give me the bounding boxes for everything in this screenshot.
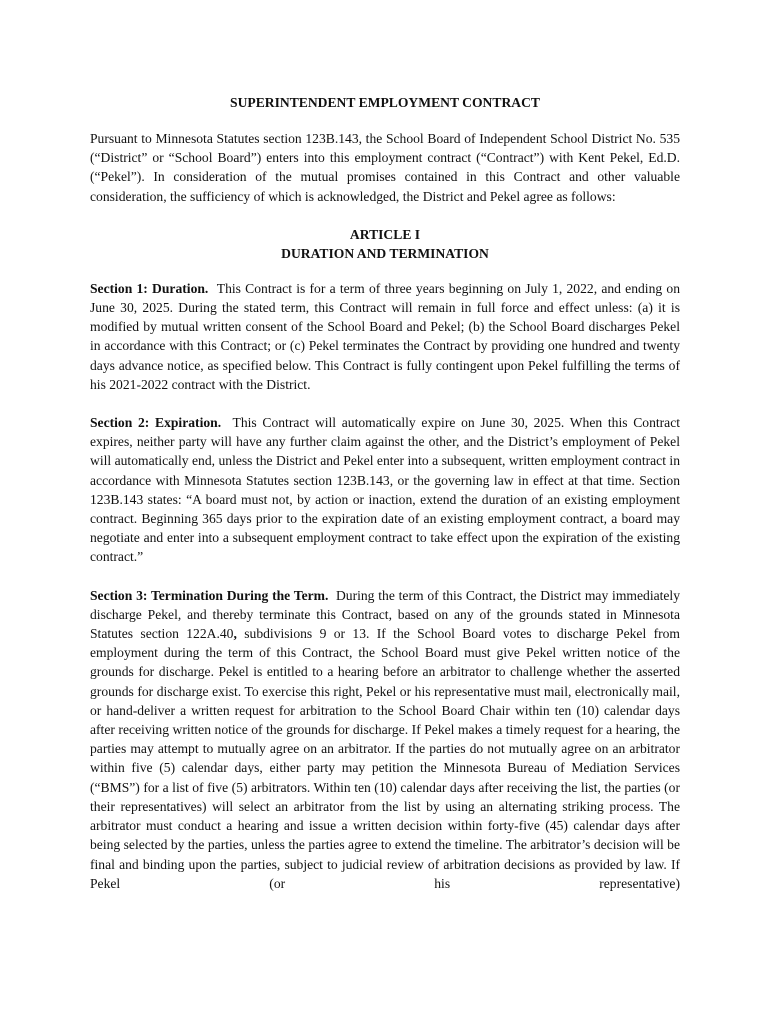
section-text: This Contract will automatically expire on June 30, 2025. When this Contract expires, neither party will have any further claim against the other, and the District’s employment of Pekel will automatically end, unless the District and Pekel enter into a subsequent, written employment contract in accordance with Minnesota Statutes section 123B.143, or the governing law in effect at that time. Section 123B.143 states: “A board must not, by action or inaction, extend the duration of an existing employment contract. Beginning 365 days prior to the expiration date of an existing employment contract, a board may negotiate and enter into a subsequent employment contract to take effect upon the expiration of the existing contract.” (90, 415, 681, 565)
bold-comma: , (233, 626, 237, 642)
document-title: SUPERINTENDENT EMPLOYMENT CONTRACT (230, 95, 540, 110)
section-duration (90, 279, 680, 394)
article-title: DURATION AND TERMINATION (281, 245, 489, 261)
section-heading: Section 2: Expiration. (90, 415, 222, 431)
section-termination (90, 586, 680, 893)
section-expiration (90, 413, 680, 567)
document-page (90, 93, 680, 912)
section-heading: Section 3: Termination During the Term. (90, 587, 329, 603)
article-number: ARTICLE I (349, 226, 421, 242)
section-text: This Contract is for a term of three years beginning on July 1, 2022, and ending on June 30, 2025. During the stated term, this Contract will remain in full force and effect unless: (a) it is modified by mutual written consent of the School Board and Pekel; (b) the School Board discharges Pekel in accordance with this Contract; or (c) Pekel terminates the Contract by providing one hundred and twenty days advance notice, as specified below. This Contract is fully contingent upon Pekel fulfilling the terms of his 2021-2022 contract with the District. (90, 280, 680, 392)
section-text: During the term of this Contract, the District may immediately discharge Pekel, and thereby terminate this Contract, based on any of the grounds stated in Minnesota Statutes section 122A.40 (90, 587, 681, 642)
section-text-continued: subdivisions 9 or 13. If the School Board votes to discharge Pekel from employment during the term of this Contract, the School Board must give Pekel written notice of the grounds for discharge. Pekel is entitled to a hearing before an arbitrator to challenge whether the asserted grounds for discharge exist. To exercise this right, Pekel or his representative must mail, electronically mail, or hand-deliver a written request for arbitration to the School Board Chair within ten (10) calendar days after receiving written notice of the grounds for discharge. If Pekel makes a timely request for a hearing, the parties may attempt to mutually agree on an arbitrator. If the parties do not mutually agree on an arbitrator within five (5) calendar days, either party may petition the Minnesota Bureau of Mediation Services (“BMS”) for a list of five (5) arbitrators. Within ten (10) calendar days after receiving the list, the parties (or their representatives) will select an arbitrator from the list by using an alternating striking process. The arbitrator must conduct a hearing and issue a written decision within forty-five (45) calendar days after being selected by the parties, unless the parties agree to extend the timeline. The arbitrator’s decision will be final and binding upon the parties, subject to judicial review of arbitration decisions as provided by law. If Pekel (or his representative) (90, 626, 680, 891)
section-heading: Section 1: Duration. (90, 280, 209, 296)
article-heading (90, 225, 680, 263)
intro-paragraph: Pursuant to Minnesota Statutes section 123B.143, the School Board of Independent School District No. 535 (“District” or “School Board”) enters into this employment contract (“Contract”) with Kent Pekel, Ed.D. (“Pekel”). In consideration of the mutual promises contained in this Contract and other valuable consideration, the sufficiency of which is acknowledged, the District and Pekel agree as follows: (90, 131, 680, 204)
